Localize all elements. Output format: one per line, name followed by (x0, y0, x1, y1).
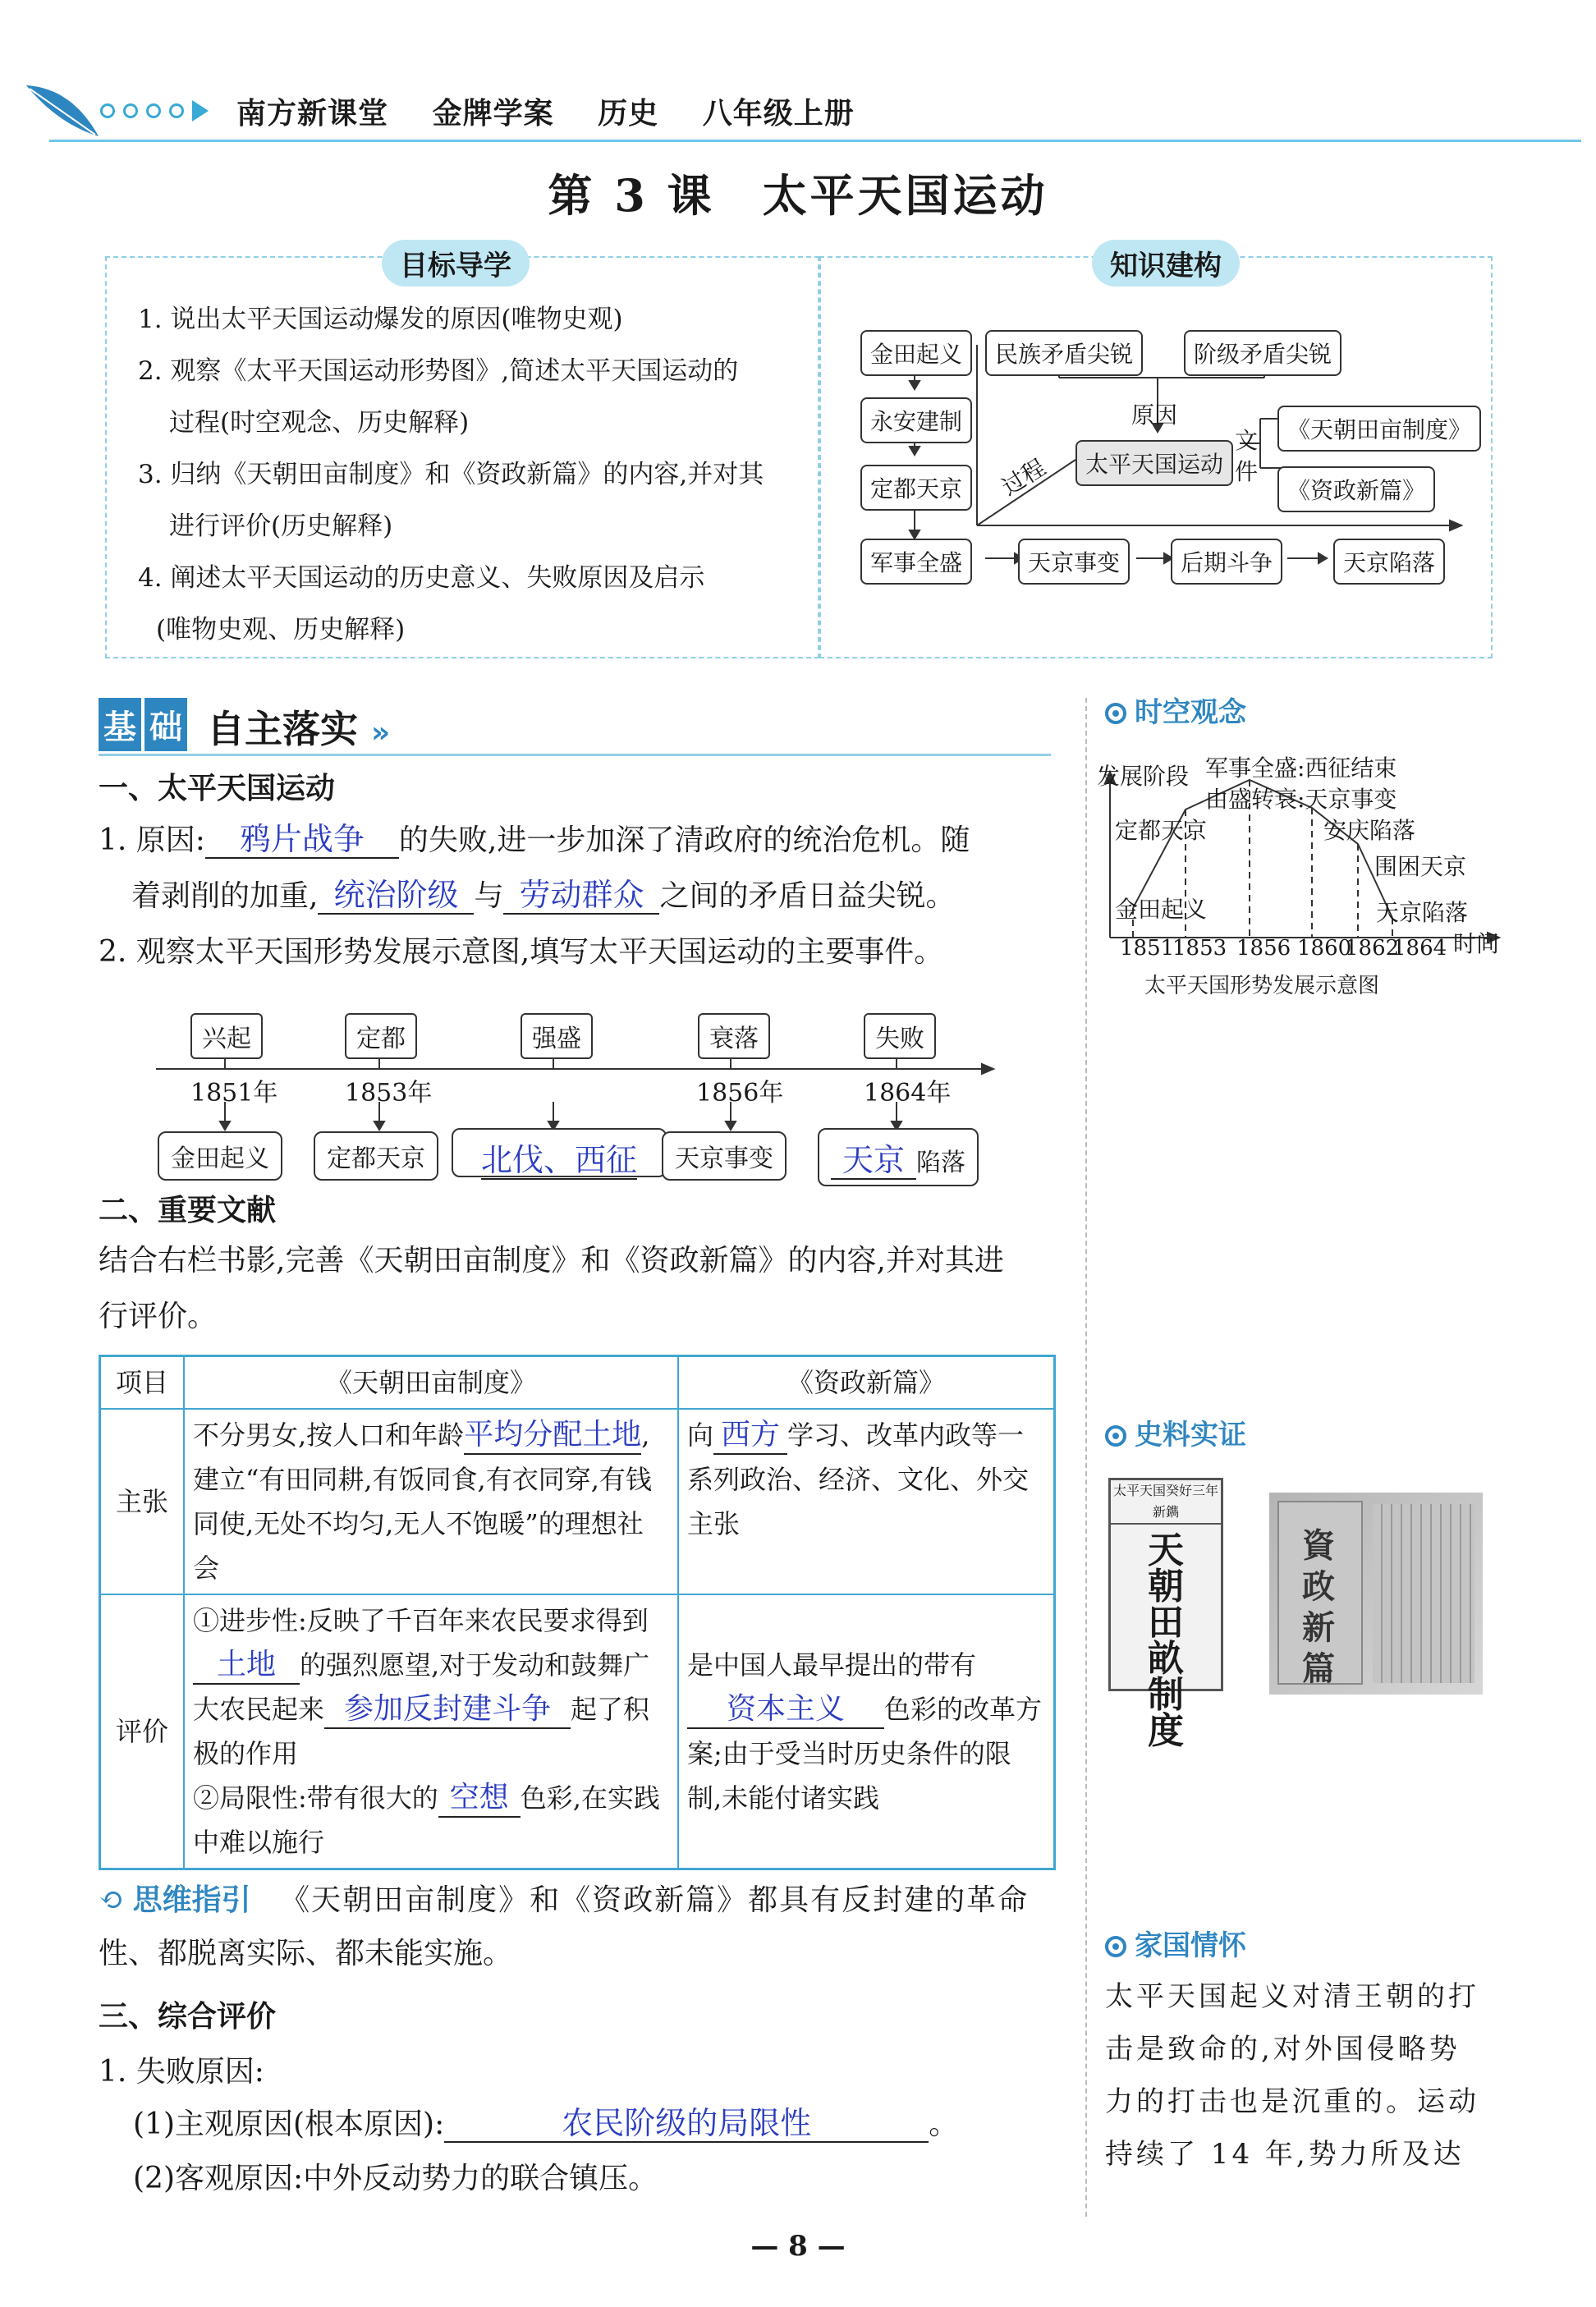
answer-blank: 平均分配土地 (464, 1417, 641, 1455)
goal-item: 进行评价(历史解释) (169, 511, 393, 541)
timeline-stage: 定都 (345, 1013, 417, 1059)
refresh-icon: ⟲ (99, 1883, 124, 1917)
chart-tick: 1864 (1392, 936, 1447, 961)
part3-q1: 1. 失败原因: (99, 2055, 264, 2089)
documents-table (99, 1355, 1056, 1870)
answer-blank: 统治阶级 (318, 877, 474, 915)
table-cell: ①进步性:反映了千百年来农民要求得到土地 的强烈愿望,对于发动和鼓舞广大农民起来 参加反封建斗争 起了积极的作用 ②局限性:带有很大的 空想 色彩,在实践中难以施行 (184, 1594, 678, 1869)
row-label: 主张 (100, 1409, 185, 1594)
timeline-event-blank: 天京 陷落 (818, 1128, 979, 1186)
sidebar-home-text: 太平天国起义对清王朝的打 击是致命的,对外国侵略势 力的打击也是沉重的。运动 持续了 14 年,势力所及达 (1105, 1980, 1479, 2171)
answer-blank: 劳动群众 (503, 877, 659, 915)
chart-ylabel: 发展阶段 (1097, 763, 1190, 790)
chart-annotation: 天京陷落 (1376, 899, 1469, 926)
cm-event: 天京陷落 (1333, 539, 1445, 585)
page-number: — 8 — (750, 2230, 846, 2263)
sidebar-home-title: 家国情怀 (1105, 1923, 1246, 1963)
timeline-stage: 兴起 (190, 1013, 263, 1059)
timeline-year: 1851年 (190, 1079, 278, 1108)
answer-blank: 鸦片战争 (205, 821, 399, 859)
book-cover-tianchao: 太平天国癸好三年新鐫 天朝田畝制度 (1108, 1478, 1223, 1691)
table-cell: 向 西方 学习、改革内政等一系列政治、经济、文化、外交主张 (678, 1409, 1055, 1594)
part1-q1-line2: 着剥削的加重, 统治阶级 与 劳动群众 之间的矛盾日益尖锐。 (131, 877, 956, 913)
goals-title: 目标导学 (382, 240, 530, 287)
part2-intro: 行评价。 (99, 1300, 218, 1333)
chart-annotation: 定都天京 (1115, 817, 1208, 844)
answer-blank: 资本主义 (687, 1691, 884, 1729)
part1-q2: 2. 观察太平天国形势发展示意图,填写太平天国运动的主要事件。 (99, 935, 944, 969)
chart-tick: 1851 (1120, 936, 1175, 961)
chart-annotation: 军事全盛:西征结束 (1205, 754, 1397, 782)
section-badge: 基 础 (99, 698, 190, 751)
table-head: 《天朝田亩制度》 (184, 1356, 678, 1410)
timeline-event-blank: 北伐、西征 (452, 1128, 667, 1177)
header-rule (49, 140, 1581, 142)
goal-item: (唯物史观、历史解释) (156, 615, 406, 644)
sidebar-source-title: 史料实证 (1105, 1412, 1246, 1452)
cm-label-cause: 原因 (1131, 401, 1178, 429)
header-title (236, 90, 887, 132)
header-item: 金牌学案 (432, 97, 554, 131)
goal-item: 过程(时空观念、历史解释) (169, 408, 470, 438)
table-head: 项目 (100, 1356, 185, 1410)
header-item: 八年级上册 (702, 97, 855, 131)
timeline-event: 金田起义 (158, 1131, 282, 1181)
header-item: 历史 (598, 97, 659, 131)
part3-q1a: (1)主观原因(根本原因): 农民阶级的局限性 。 (133, 2105, 959, 2141)
timeline-stage: 衰落 (698, 1013, 770, 1059)
chart-tick: 1862 (1345, 936, 1400, 961)
cm-event: 天京事变 (1018, 539, 1130, 585)
cm-center: 太平天国运动 (1075, 440, 1233, 486)
book-cover-zizheng: 資政新篇 (1269, 1493, 1483, 1695)
thinking-guide: ⟲ 思维指引 《天朝田亩制度》和《资政新篇》都具有反封建的革命 (99, 1883, 1030, 1917)
concept-map-title: 知识建构 (1092, 240, 1240, 287)
section-title: 自主落实 » (207, 707, 391, 751)
cm-doc: 《天朝田亩制度》 (1277, 406, 1481, 452)
section-rule (99, 754, 1051, 756)
chart-annotation: 围困天京 (1374, 853, 1467, 880)
chart-annotation: 由盛转衰:天京事变 (1205, 786, 1397, 813)
answer-blank: 土地 (193, 1647, 300, 1685)
timeline-year: 1856年 (696, 1079, 784, 1108)
chart-annotation: 安庆陷落 (1323, 817, 1416, 844)
thinking-text: 性、都脱离实际、都未能实施。 (99, 1937, 513, 1970)
part3-heading: 三、综合评价 (99, 2000, 277, 2034)
cm-event: 军事全盛 (860, 539, 972, 585)
answer-blank: 空想 (438, 1780, 521, 1818)
header-feather-icon (23, 79, 105, 148)
chart-tick: 1860 (1297, 936, 1352, 961)
timeline-year: 1853年 (345, 1079, 433, 1108)
chart-caption: 太平天国形势发展示意图 (1144, 974, 1380, 998)
cm-event: 后期斗争 (1171, 539, 1282, 585)
chart-tick: 1856 (1236, 936, 1291, 961)
cm-doc: 《资政新篇》 (1277, 466, 1435, 512)
table-cell: 是中国人最早提出的带有资本主义 色彩的改革方案;由于受当时历史条件的限制,未能付诸实践 (678, 1594, 1055, 1869)
cm-event: 定都天京 (860, 465, 972, 511)
header-item: 南方新课堂 (236, 97, 389, 131)
cm-label-doc: 文件 (1235, 427, 1259, 485)
timeline-event: 天京事变 (662, 1131, 787, 1181)
goal-item: 4. 阐述太平天国运动的历史意义、失败原因及启示 (138, 563, 705, 593)
part3-q1b: (2)客观原因:中外反动势力的联合镇压。 (133, 2162, 658, 2195)
part1-q1-line1: 1. 原因: 鸦片战争 的失败,进一步加深了清政府的统治危机。随 (99, 821, 970, 857)
sidebar-time-title: 时空观念 (1105, 690, 1246, 730)
cm-cause: 民族矛盾尖锐 (985, 330, 1143, 376)
answer-blank: 农民阶级的局限性 (444, 2105, 929, 2143)
table-head: 《资政新篇》 (678, 1356, 1055, 1410)
chart-annotation: 金田起义 (1115, 896, 1208, 923)
timeline-event: 定都天京 (314, 1131, 438, 1181)
timeline-stage: 失败 (864, 1013, 936, 1059)
row-label: 评价 (100, 1594, 185, 1869)
chart-xlabel: 时间 (1453, 930, 1500, 957)
header-dots (100, 100, 209, 122)
timeline-stage: 强盛 (521, 1013, 593, 1059)
timeline-year: 1864年 (864, 1079, 952, 1108)
chart-tick: 1853 (1172, 936, 1227, 961)
goal-item: 1. 说出太平天国运动爆发的原因(唯物史观) (138, 305, 623, 334)
part2-heading: 二、重要文献 (99, 1194, 277, 1227)
sidebar-divider (1085, 698, 1087, 2217)
answer-blank: 西方 (713, 1417, 787, 1455)
table-cell: 不分男女,按人口和年龄平均分配土地,建立“有田同耕,有饭同食,有衣同穿,有钱同使,无处不均匀,无人不饱暖”的理想社会 (184, 1409, 678, 1594)
goal-item: 3. 归纳《天朝田亩制度》和《资政新篇》的内容,并对其 (138, 460, 764, 489)
part1-heading: 一、太平天国运动 (99, 772, 336, 805)
cm-event: 永安建制 (860, 397, 972, 443)
answer-blank: 参加反封建斗争 (324, 1691, 571, 1729)
lesson-title: 第 3 课 太平天国运动 (548, 169, 1048, 222)
part2-intro: 结合右栏书影,完善《天朝田亩制度》和《资政新篇》的内容,并对其进 (99, 1244, 1004, 1277)
cm-cause: 阶级矛盾尖锐 (1184, 330, 1341, 376)
cm-label-process: 过程 (997, 453, 1051, 502)
cm-event: 金田起义 (860, 330, 972, 376)
goal-item: 2. 观察《太平天国运动形势图》,简述太平天国运动的 (138, 356, 739, 386)
